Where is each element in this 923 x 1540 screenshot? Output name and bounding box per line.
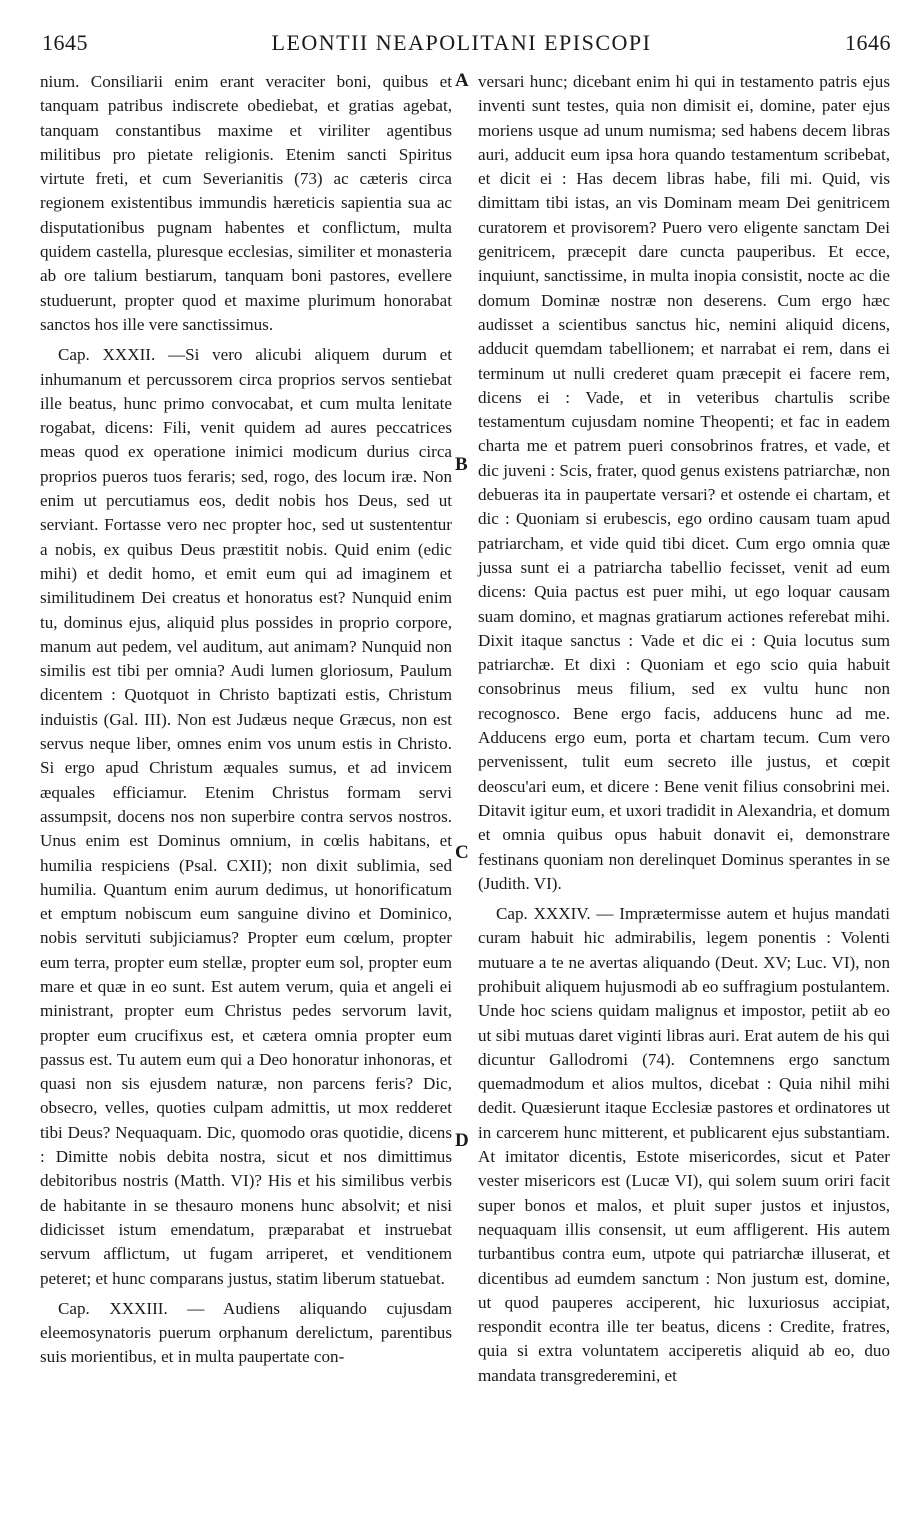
margin-marker-a: A [455, 70, 469, 91]
left-column [40, 70, 452, 1370]
right-column [478, 70, 890, 1388]
running-title: LEONTII NEAPOLITANI EPISCOPI [271, 30, 652, 55]
right-page-number: 1646 [845, 30, 891, 55]
margin-marker-c: C [455, 842, 469, 863]
paragraph-cap-xxxiii: Cap. XXXIII. — Audiens aliquando cujusdam eleemosynatoris puerum orphanum derelictum, parentibus suis morientibus, et in multa paupertate con- [40, 1298, 452, 1367]
paragraph-continuation-right: versari hunc; dicebant enim hi qui in testamento patris ejus inventi sunt testes, quia non dimisit ei, domine, pater ejus moriens usque ad unum numisma; sed habens decem libras auri, adducit eum ipsa hora quando testamentum scribebat, et dicit ei : Has decem libras habe, fili mi. Quid, vis dimittam tibi istas, an vis Dominam meam Dei genitricem curatorem et provisorem? Puero vero eligente sanctam Dei genitricem, præcepit dare cuncta pauperibus. Et ecce, inquiunt, sanctissime, in multa inopia consistit, nocte ac die domum Dominæ nostræ non deserens. Cum ergo hæc audisset a scientibus sanctus hic, nemini aliquid dicens, adducit quemdam tabellionem; et narrabat ei rem, dans ei terminum ut nulli crederet quam præcepit ei facere rem, dicens ei : Vade, et in veteribus chartulis scribe testamentum cujusdam nomine Theopenti; et fac in eadem charta me et patrem pueri consobrinos fratres, et vade, et dic juveni : Scis, frater, quod genus existens patriarchæ, non debueras ita in paupertate versari? et ostende ei chartam, et dic : Quoniam si erubescis, ego ordino causam tuam apud patriarcham, et vide quid tibi dicet. Cum ergo omnia quæ jussa sunt ei a patriarcha tabellio fecisset, venit ad eum dicens: Quia pactus est puer mihi, ut ego loquar causam suam domino, et magnas gratiarum actiones referebat mihi. Dixit itaque sanctus : Vade et dic ei : Quia locutus sum patriarchæ. Et dixi : Quoniam et ego scio quia habuit consobrinus meus filium, sed ex vultu hunc non recognosco. Bene ergo facis, adducens hunc ad me. Adducens ergo eum, porta et chartam tecum. Cum vero pervenissent, tulit eum secreto ille justus, et cœpit deoscu'ari eum, et dicere : Bene venit filius consobrini mei. Ditavit igitur eum, et uxori tradidit in Alexandria, et domum et omnia quibus opus habuit donavit ei, demonstrare festinans quoniam non derelinquet Dominus sperantes in se (Judith. VI). [478, 72, 890, 893]
left-page-number: 1645 [42, 30, 88, 55]
paragraph-cap-xxxii: Cap. XXXII. —Si vero alicubi aliquem durum et inhumanum et percussorem circa proprios servos sentiebat ille beatus, hunc primo convocabat, et cum multa lenitate rogabat, dicens: Fili, venit quidem ad aures peccatrices meas quod ex operatione inimici modicum durius circa proprios pueros tuos feraris; sed, rogo, des locum iræ. Non enim ut percutiamus eos, dedit nobis hos Deus, sed ut serviant. Fortasse vero nec propter hoc, sed ut sustententur a nobis, ex quibus Deus præstitit nobis. Quid enim (edic mihi) et dedit homo, et emit eum qui ad imaginem et similitudinem Dei creatus et honoratus est? Nunquid enim tu, dominus ejus, aliquid plus possides in proprio corpore, manum aut pedem, vel auditum, aut animam? Nunquid non similis est tibi per omnia? Audi lumen gloriosum, Paulum dicentem : Quotquot in Christo baptizati estis, Christum induistis (Gal. III). Non est Judæus neque Græcus, non est servus neque liber, omnes enim vos unum estis in Christo. Si ergo apud Christum æquales sumus, et ad invicem æquales efficiamur. Etenim Christus formam servi assumpsit, docens nos non superbire contra servos nostros. Unus enim est Dominus omnium, in cœlis habitans, et humilia respiciens (Psal. CXII); non dixit sublimia, sed humilia. Quantum enim aurum dedimus, ut honorificatum et emptum nobiscum eum sanguine divino et Dominico, nobis servituti subjiciamus? Propter eum cœlum, propter eum terra, propter eum stellæ, propter eum sol, propter eum mare et quæ in eo sunt. Est autem verum, quia et angeli ei ministrant, propter eum Christus pedes servorum lavit, propter eum crucifixus est, et cætera omnia propter eum passus est. Tu autem eum qui a Deo honoratur inhonoras, et quasi non sis ejusdem naturæ, non parcens feris? Dic, obsecro, velles, quoties culpam admittis, ut mox redderet tibi Deus? Nequaquam. Dic, quomodo oras quotidie, dicens : Dimitte nobis debita nostra, sicut et nos dimittimus debitoribus nostris (Matth. VI)? His et his similibus verbis de habitante in se thesauro monens hunc absolvit; et nisi didicisset istum emendatum, præparabat et instruebat servum afflictum, ut fugam arriperet, et venditionem peteret; et hunc comparans justus, statim liberum statuebat. [40, 345, 452, 1288]
margin-marker-b: B [455, 454, 468, 475]
margin-marker-d: D [455, 1130, 469, 1151]
paragraph-cap-xxxiv: Cap. XXXIV. — Imprætermisse autem et hujus mandati curam habuit hic admirabilis, legem ponentis : Volenti mutuare a te ne avertas aliquando (Deut. XV; Luc. VI), non prohibuit aliquem hujusmodi ab eo suffragium postulantem. Unde hoc sciens quidam malignus et impostor, petiit ab eo ut sibi mutuas daret viginti libras auri. Erat autem de his qui dicuntur Gallodromi (74). Contemnens ergo sanctum quemadmodum et alios multos, dicebat : Quia nihil mihi dedit. Quæsierunt itaque Ecclesiæ pastores et ordinatores ut in carcerem hunc mitterent, et publicarent ejus substantiam. At imitator dicentis, Estote misericordes, sicut et Pater vester misericors est (Lucæ VI), qui solem suum oriri facit super bonos et malos, et pluit super justos et injustos, nequaquam illis consensit, ut eum affligerent. His autem turbantibus contra eum, utpote qui patriarchæ illuserat, et dicentibus ad eumdem sanctum : Non justum est, domine, ut quod pauperes acciperent, hic luxuriosus accipiat, respondit econtra ille ter beatus, dicens : Credite, fratres, quia si extra voluntatem acciperetis aliquid ab eo, duo mandata transgrederemini, et [478, 904, 890, 1385]
paragraph-continuation: nium. Consiliarii enim erant veraciter boni, quibus et tanquam patribus indiscrete obediebat, et gratias agebat, tanquam constantibus maxime et viriliter agentibus militibus pro pietate religionis. Etenim sancti Spiritus virtute freti, et cum Severianitis (73) ac cæteris circa regionem existentibus immundis hæreticis sapientia sua ac disputationibus pugnam habentes et conflictum, multa quidem castella, pluresque ecclesias, similiter et monasteria ab ore talium bestiarum, tanquam boni pastores, evellere studuerunt, propter quod et maxime plurimum honorabat sanctos hos ille vere sanctissimus. [40, 72, 452, 334]
